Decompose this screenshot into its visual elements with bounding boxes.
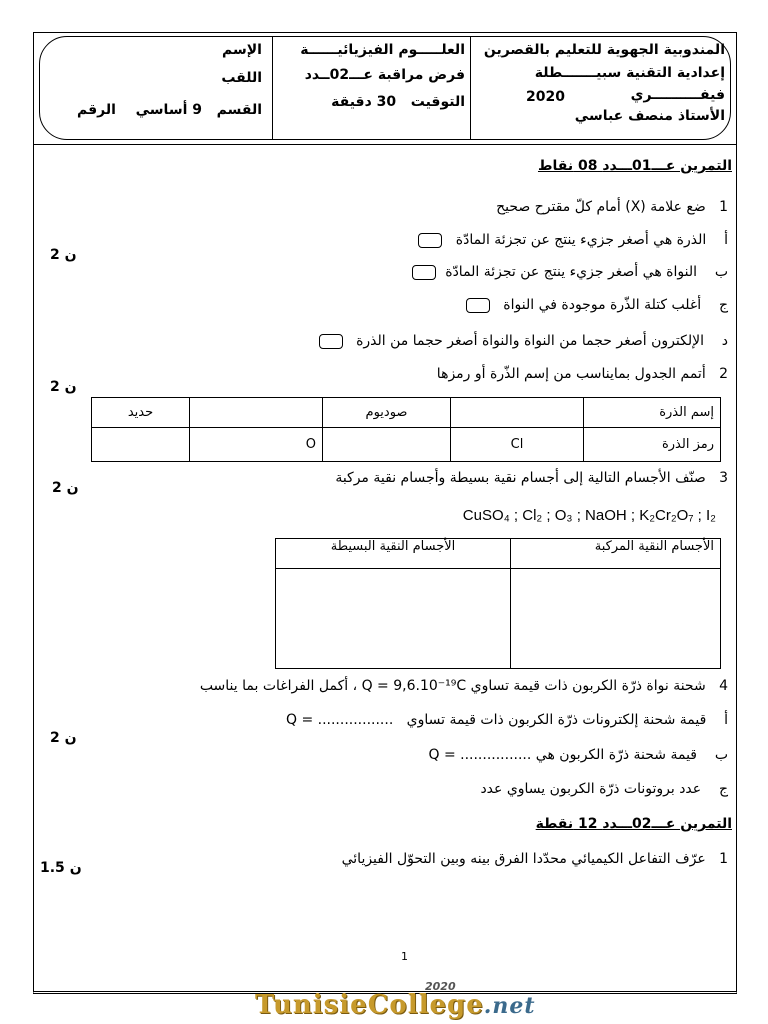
- compound-col-header: الأجسام النقية المركبة: [511, 539, 721, 569]
- duration-label: التوقيت: [410, 94, 465, 110]
- page-number: 1: [401, 950, 408, 963]
- answer-checkbox-c[interactable]: [466, 298, 490, 313]
- surname-label: اللقب: [221, 70, 262, 86]
- test-label: فرض مراقبة عـــ02ــدد: [304, 67, 465, 83]
- simple-col-header: الأجسام النقية البسيطة: [276, 539, 511, 569]
- atom-name-cell[interactable]: صوديوم: [323, 398, 451, 428]
- ex2-points-word: نقطة: [535, 816, 574, 832]
- ex1-q1: [496, 199, 728, 215]
- ex2-title: [536, 816, 732, 832]
- atom-table: [91, 397, 721, 462]
- ex2-q1-num: 1: [719, 851, 728, 867]
- item-letter: ج: [718, 297, 728, 313]
- month-label: فيفــــــــــري: [630, 87, 725, 103]
- atom-name-cell[interactable]: [190, 398, 323, 428]
- atom-name-row-label: إسم الذرة: [584, 398, 721, 428]
- ex1-q1-num: 1: [719, 199, 728, 215]
- class-value: 9 أساسي: [135, 102, 203, 118]
- item-letter: ب: [714, 264, 728, 280]
- header-divider-right: [470, 36, 471, 140]
- ex1-q1-item-b: [412, 264, 728, 280]
- answer-checkbox-a[interactable]: [418, 233, 442, 248]
- ex2-q1-points: 1.5 ن: [40, 860, 82, 876]
- item-text: عدد بروتونات ذرّة الكربون يساوي عدد: [480, 781, 702, 797]
- ex1-q4-item-c: [480, 781, 728, 797]
- answer-checkbox-b[interactable]: [412, 265, 436, 280]
- ex1-q1-item-d: [319, 333, 728, 349]
- ex2-title-text: التمرين عـــ02ـــدد: [602, 816, 732, 832]
- ex1-q1-item-c: [466, 297, 728, 313]
- duration-value: 30: [376, 94, 397, 110]
- item-text: النواة هي أصغر جزيء ينتج عن تجزئة المادّة: [445, 264, 697, 280]
- atom-symbol-row-label: رمز الذرة: [584, 428, 721, 462]
- teacher-label: الأستاذ منصف عباسي: [574, 108, 725, 124]
- item-text: أغلب كتلة الذّرة موجودة في النواة: [503, 297, 702, 313]
- ex2-q1: [342, 851, 728, 867]
- site-logo: [255, 990, 536, 1020]
- ex1-q4-text: شحنة نواة ذرّة الكربون ذات قيمة تساوي: [470, 678, 706, 694]
- school-label: إعدادية التقنية سبيـــــــطلة: [534, 65, 725, 81]
- atom-name-cell[interactable]: حديد: [92, 398, 190, 428]
- name-label: الإسم: [222, 42, 262, 58]
- ex1-title-text: التمرين عـــ01ـــدد: [602, 158, 732, 174]
- carbon-charge-value: Q = 9,6.10⁻¹⁹C: [361, 678, 467, 694]
- atom-symbol-cell[interactable]: O: [190, 428, 323, 462]
- item-text: قيمة شحنة ذرّة الكربون هي: [535, 747, 697, 763]
- class-label: القسم: [216, 102, 262, 118]
- ex1-q4-text-tail: ، أكمل الفراغات بما يناسب: [199, 678, 358, 694]
- header-divider-left: [272, 36, 273, 140]
- ex1-q1-item-a: [418, 232, 728, 248]
- classification-table: [275, 538, 721, 669]
- ex1-q3-text: صنّف الأجسام التالية إلى أجسام نقية بسيطة وأجسام نقية مركبة: [335, 470, 706, 486]
- ex1-q4-points: 2 ن: [50, 730, 77, 746]
- item-letter: ج: [718, 781, 728, 797]
- item-text: الذرة هي أصغر جزيء ينتج عن تجزئة المادّة: [455, 232, 707, 248]
- directorate-label: المندوبية الجهوية للتعليم بالقصرين: [483, 42, 725, 58]
- duration-unit: دقيقة: [331, 94, 372, 110]
- ex1-q3-num: 3: [719, 470, 728, 486]
- answer-blank-b[interactable]: Q = ................: [428, 747, 532, 763]
- simple-answer-cell[interactable]: [276, 569, 511, 669]
- ex1-q1-points: 2 ن: [50, 247, 77, 263]
- year-label: 2020: [526, 89, 565, 105]
- ex1-q2: [437, 366, 728, 382]
- ex1-q4-item-a: [286, 712, 728, 728]
- logo-year: 2020: [425, 980, 456, 993]
- ex1-q2-text: أتمم الجدول بمايناسب من إسم الذّرة أو رمزها: [436, 366, 706, 382]
- ex1-points-num: 08: [578, 158, 598, 174]
- ex1-q1-text: ضع علامة (X) أمام كلّ مقترح صحيح: [496, 199, 706, 215]
- duration-row: [331, 94, 465, 110]
- ex1-q4-item-b: [428, 747, 728, 763]
- item-letter: ب: [714, 747, 728, 763]
- number-label: الرقم: [77, 102, 116, 118]
- item-text: الإلكترون أصغر حجما من النواة والنواة أصغر حجما من الذرة: [356, 333, 704, 349]
- logo-suffix: .net: [483, 993, 536, 1019]
- ex2-points-num: 12: [578, 816, 598, 832]
- item-text: قيمة شحنة إلكترونات ذرّة الكربون ذات قيمة تساوي: [406, 712, 707, 728]
- ex1-q3: [335, 470, 728, 486]
- formulas-list: CuSO₄ ; Cl₂ ; O₃ ; NaOH ; K₂Cr₂O₇ ; I₂: [462, 507, 716, 524]
- item-letter: أ: [724, 712, 728, 728]
- ex1-q3-points: 2 ن: [52, 480, 79, 496]
- atom-symbol-cell[interactable]: [323, 428, 451, 462]
- ex1-q4-num: 4: [719, 678, 728, 694]
- ex1-q2-points: 2 ن: [50, 379, 77, 395]
- answer-checkbox-d[interactable]: [319, 334, 343, 349]
- logo-main: TunisieCollege: [255, 990, 484, 1020]
- ex1-q4: [200, 678, 728, 694]
- atom-symbol-cell[interactable]: [92, 428, 190, 462]
- compound-answer-cell[interactable]: [511, 569, 721, 669]
- ex1-q2-num: 2: [719, 366, 728, 382]
- header: [33, 32, 737, 145]
- atom-name-cell[interactable]: [451, 398, 584, 428]
- subject-label: العلـــــوم الفيزيائيــــــة: [300, 42, 465, 58]
- answer-blank-a[interactable]: Q = .................: [285, 712, 394, 728]
- atom-symbol-cell[interactable]: Cl: [451, 428, 584, 462]
- item-letter: د: [721, 333, 728, 349]
- class-row: [136, 102, 262, 118]
- ex2-q1-text: عرّف التفاعل الكيميائي محدّدا الفرق بينه وبين التحوّل الفيزيائي: [341, 851, 706, 867]
- ex1-points-word: نقاط: [537, 158, 574, 174]
- item-letter: أ: [724, 232, 728, 248]
- ex1-title: [538, 158, 732, 174]
